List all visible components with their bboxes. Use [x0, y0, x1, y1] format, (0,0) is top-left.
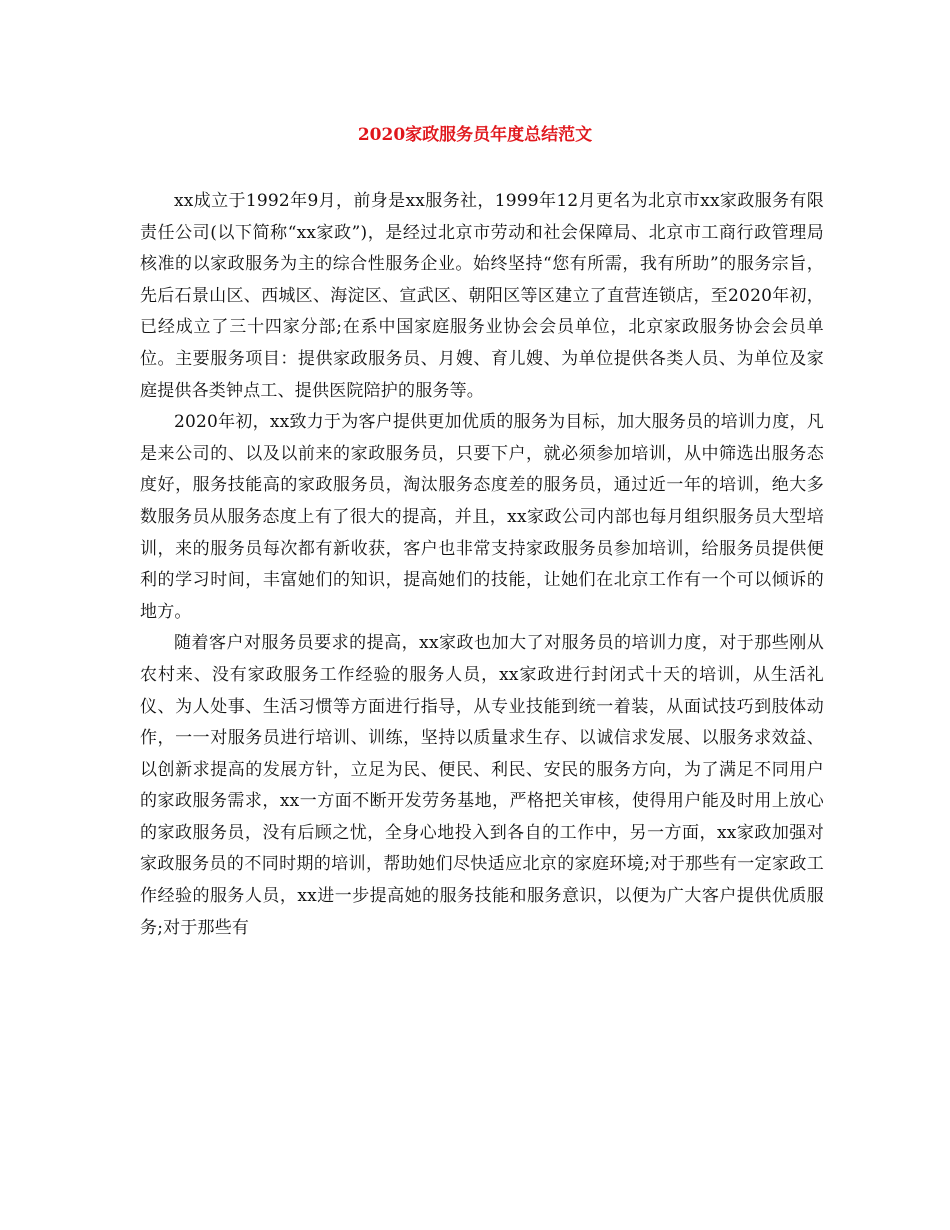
document-title: 2020家政服务员年度总结范文	[357, 125, 593, 145]
document-body	[140, 186, 824, 944]
paragraph-3: 随着客户对服务员要求的提高，xx家政也加大了对服务员的培训力度，对于那些刚从农村来、没有家政服务工作经验的服务人员，xx家政进行封闭式十天的培训，从生活礼仪、为人处事、生活习惯等方面进行指导，从专业技能到统一着装，从面试技巧到肢体动作，一一对服务员进行培训、训练，坚持以质量求生存、以诚信求发展、以服务求效益、以创新求提高的发展方针，立足为民、便民、利民、安民的服务方向，为了满足不同用户的家政服务需求，xx一方面不断开发劳务基地，严格把关审核，使得用户能及时用上放心的家政服务员，没有后顾之忧，全身心地投入到各自的工作中，另一方面，xx家政加强对家政服务员的不同时期的培训，帮助她们尽快适应北京的家庭环境;对于那些有一定家政工作经验的服务人员，xx进一步提高她的服务技能和服务意识，以便为广大客户提供优质服务;对于那些有	[140, 633, 824, 938]
paragraph-1: xx成立于1992年9月，前身是xx服务社，1999年12月更名为北京市xx家政服务有限责任公司(以下简称“xx家政”)，是经过北京市劳动和社会保障局、北京市工商行政管理局核准的以家政服务为主的综合性服务企业。始终坚持“您有所需，我有所助”的服务宗旨，先后石景山区、西城区、海淀区、宣武区、朝阳区等区建立了直营连锁店，至2020年初，已经成立了三十四家分部;在系中国家庭服务业协会会员单位，北京家政服务协会会员单位。主要服务项目：提供家政服务员、月嫂、育儿嫂、为单位提供各类人员、为单位及家庭提供各类钟点工、提供医院陪护的服务等。	[140, 191, 824, 401]
paragraph-2: 2020年初，xx致力于为客户提供更加优质的服务为目标，加大服务员的培训力度，凡是来公司的、以及以前来的家政服务员，只要下户，就必须参加培训，从中筛选出服务态度好，服务技能高的家政服务员，淘汰服务态度差的服务员，通过近一年的培训，绝大多数服务员从服务态度上有了很大的提高，并且，xx家政公司内部也每月组织服务员大型培训，来的服务员每次都有新收获，客户也非常支持家政服务员参加培训，给服务员提供便利的学习时间，丰富她们的知识，提高她们的技能，让她们在北京工作有一个可以倾诉的地方。	[140, 412, 824, 622]
